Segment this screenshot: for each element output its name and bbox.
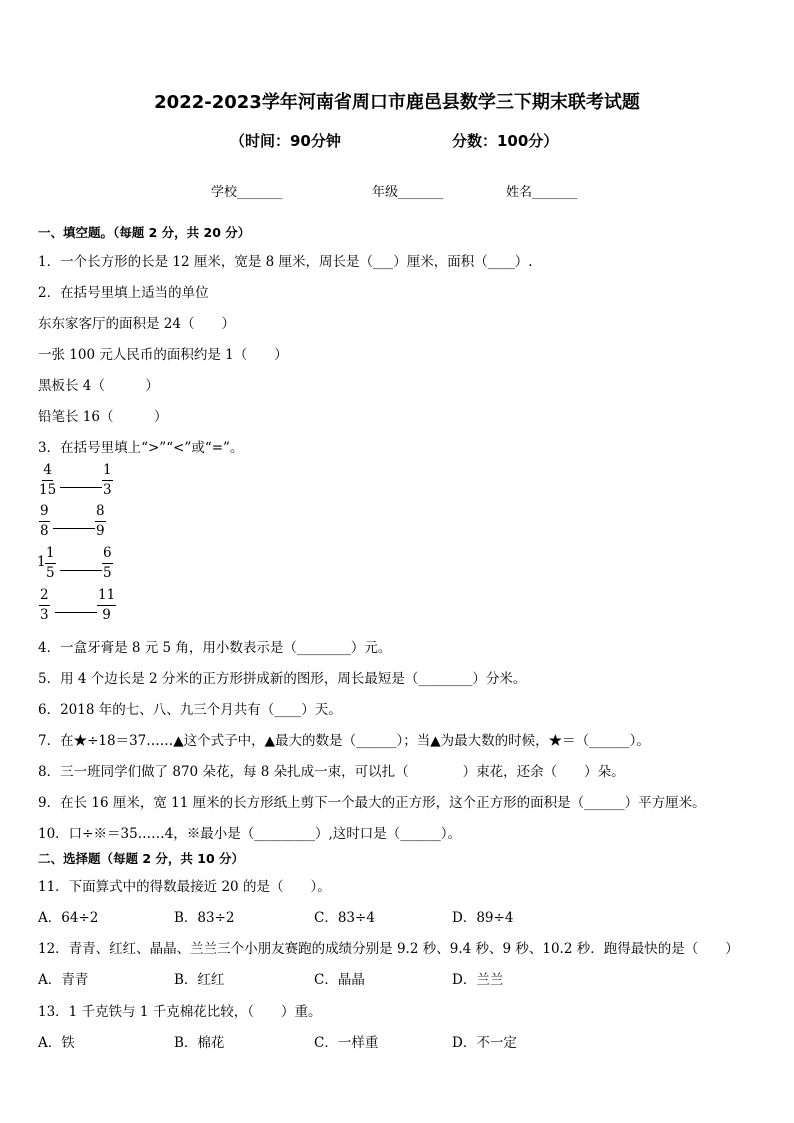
option-a[interactable]: A．64÷2 [38,910,99,926]
question-8: 8．三一班同学们做了 870 朵花，每 8 朵扎成一束，可以扎（ ）束花，还余（ ）朵。 [38,764,625,780]
question-12: 12．青青、红红、晶晶、兰兰三个小朋友赛跑的成绩分别是 9.2 秒、9.4 秒、9 秒、10.2 秒．跑得最快的是（ ） [38,941,739,957]
fraction: $\frac{8}{9}$ [96,503,105,539]
option-b[interactable]: B．棉花 [174,1035,225,1051]
option-d[interactable]: D．89÷4 [452,910,514,926]
name-field[interactable]: 姓名_______ [506,185,578,200]
school-field[interactable]: 学校_______ [211,185,283,200]
fraction: $\frac{6}{5}$ [103,545,112,581]
question-3: 3．在括号里填上“>”“<”或“=”。 [38,440,244,456]
option-c[interactable]: C．83÷4 [314,910,375,926]
exam-score: 分数：100分） [452,132,559,150]
question-2d: 铅笔长 16（ ） [38,409,168,425]
question-2a: 东东家客厅的面积是 24（ ） [38,316,235,332]
grade-field[interactable]: 年级_______ [372,185,444,200]
option-b[interactable]: B．83÷2 [174,910,235,926]
section-fill-in-heading: 一、填空题。（每题 2 分，共 20 分） [38,225,251,240]
question-11: 11．下面算式中的得数最接近 20 的是（ ）。 [38,879,331,895]
question-13: 13．1 千克铁与 1 千克棉花比较，（ ）重。 [38,1004,322,1020]
question-2: 2．在括号里填上适当的单位 [38,285,209,301]
fraction: $\frac{1}{5}$ [46,545,55,581]
exam-time: （时间：90分钟 [230,132,341,150]
option-c[interactable]: C．一样重 [314,1035,379,1051]
fraction: $\frac{1}{3}$ [103,462,112,498]
question-7: 7．在★÷18＝37……▲这个式子中，▲最大的数是（______）；当▲为最大数的时候，★＝（______）。 [38,733,650,749]
option-a[interactable]: A．青青 [38,972,89,988]
question-9: 9．在长 16 厘米，宽 11 厘米的长方形纸上剪下一个最大的正方形，这个正方形的面积是（______）平方厘米。 [38,795,706,811]
question-10: 10．口÷※＝35……4，※最小是（_________）,这时口是（______）。 [38,826,462,842]
fraction: $\frac{11}{9}$ [98,587,116,623]
question-6: 6．2018 年的七、八、九三个月共有（____）天。 [38,702,342,718]
option-b[interactable]: B．红红 [174,972,225,988]
question-1: 1．一个长方形的长是 12 厘米，宽是 8 厘米，周长是（___）厘米，面积（____）. [38,254,533,270]
option-d[interactable]: D．不一定 [452,1035,517,1051]
whole-number: 1 [37,554,46,570]
question-4: 4．一盒牙膏是 8 元 5 角，用小数表示是（________）元。 [38,640,392,656]
comparison-blank[interactable] [60,570,102,571]
question-2c: 黑板长 4（ ） [38,378,159,394]
option-d[interactable]: D．兰兰 [452,972,504,988]
section-choice-heading: 二、选择题（每题 2 分，共 10 分） [38,851,245,866]
comparison-blank[interactable] [60,487,102,488]
fraction: $\frac{9}{8}$ [40,503,49,539]
question-5: 5．用 4 个边长是 2 分米的正方形拼成新的图形，周长最短是（________）分米。 [38,671,527,687]
fraction: $\frac{2}{3}$ [40,587,49,623]
question-2b: 一张 100 元人民币的面积约是 1（ ） [38,347,288,363]
option-c[interactable]: C．晶晶 [314,972,365,988]
comparison-blank[interactable] [53,528,95,529]
page-title: 2022-2023学年河南省周口市鹿邑县数学三下期末联考试题 [154,92,640,113]
option-a[interactable]: A．铁 [38,1035,75,1051]
comparison-blank[interactable] [55,612,97,613]
fraction: $\frac{4}{15}$ [39,462,57,498]
